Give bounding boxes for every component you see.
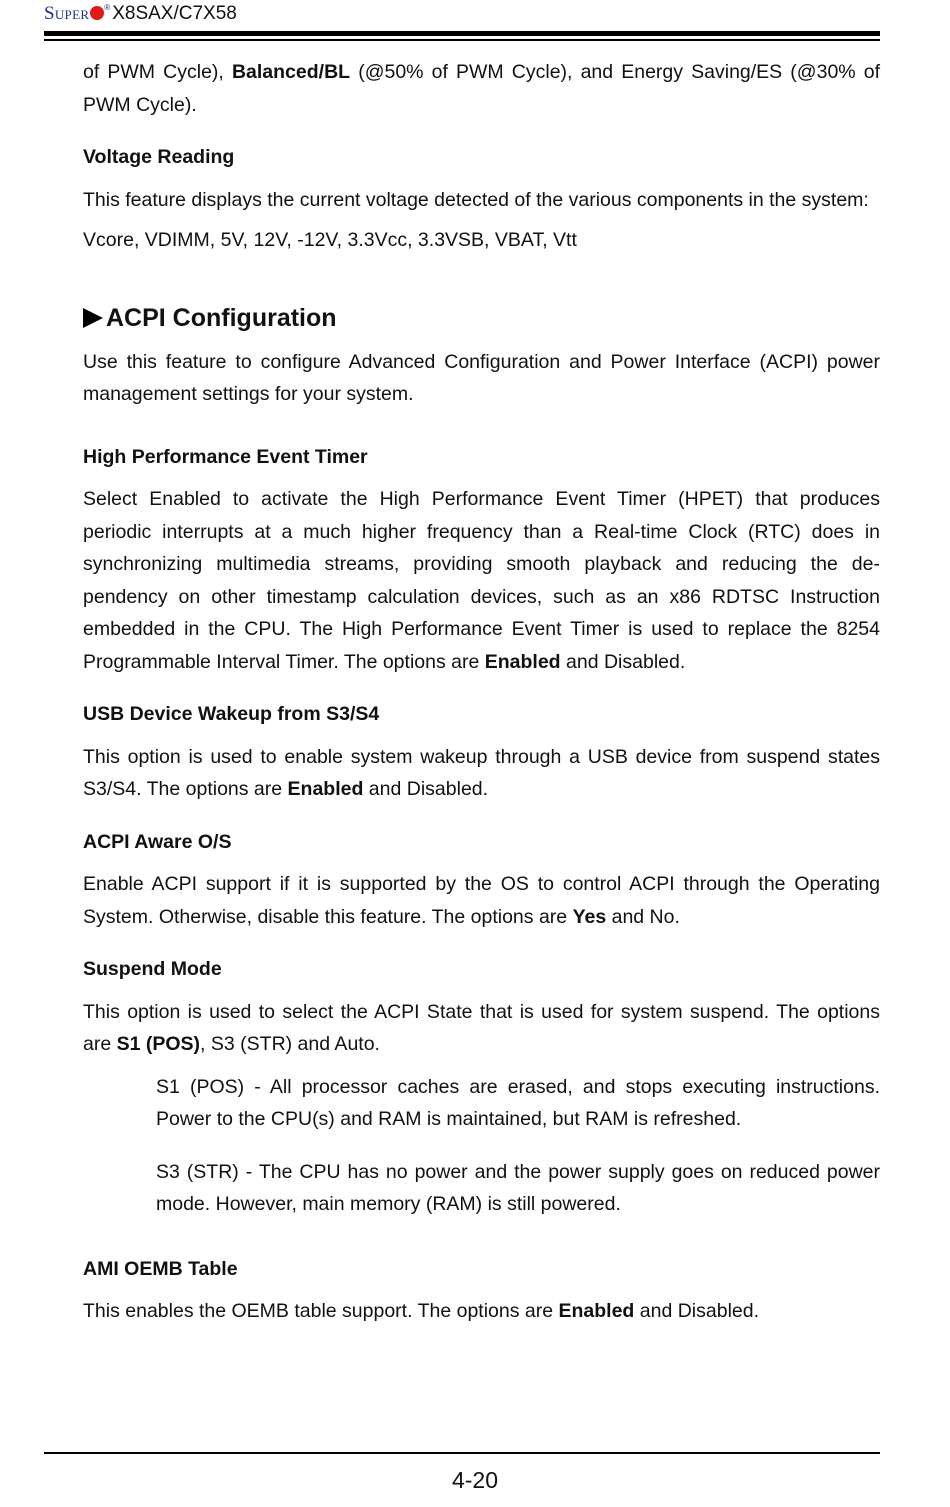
logo-red-dot-icon	[90, 6, 104, 20]
page-number: 4-20	[451, 1467, 499, 1493]
s3-str-description: S3 (STR) - The CPU has no power and the power supply goes on reduced power mode. However, main memory (RAM) is still powered.	[156, 1160, 880, 1215]
page-header	[44, 0, 880, 44]
suspend-mode-description: This option is used to select the ACPI State that is used for system suspend. The options are S1 (POS), S3 (STR) and Auto.	[83, 1000, 880, 1055]
hpet-heading: High Performance Event Timer	[83, 445, 368, 468]
acpi-aware-description: Enable ACPI support if it is supported by the OS to control ACPI through the Operating System. Otherwise, disable this feature. The options are Yes and No.	[83, 873, 880, 928]
voltage-components: Vcore, VDIMM, 5V, 12V, -12V, 3.3Vcc, 3.3VSB, VBAT, Vtt	[83, 229, 577, 251]
usb-wakeup-heading: USB Device Wakeup from S3/S4	[83, 703, 380, 725]
suspend-mode-default-option: S1 (POS)	[116, 1033, 201, 1055]
balanced-bl-label: Balanced/BL	[231, 61, 351, 83]
usb-wakeup-default-option: Enabled	[287, 778, 364, 800]
acpi-configuration-heading: ACPI Configuration	[83, 302, 880, 334]
footer-rule	[44, 1452, 880, 1454]
logo-wordmark: Super	[44, 3, 90, 24]
s1-pos-description: S1 (POS) - All processor caches are erased, and stops executing instructions. Power to the CPU(s) and RAM is maintained, but RAM is refreshed.	[156, 1075, 880, 1130]
usb-wakeup-description: This option is used to enable system wakeup through a USB device from suspend states S3/S4. The options are Enabled and Disabled.	[83, 745, 880, 800]
acpi-aware-default-option: Yes	[572, 905, 607, 928]
supermicro-logo	[44, 3, 237, 25]
header-rule-thick	[44, 31, 880, 36]
page-content	[83, 56, 880, 1328]
hpet-description: Select Enabled to activate the High Performance Event Timer (HPET) that produces periodic interrupts at a much higher frequency than a Real-time Clock (RTC) does in synchronizing multimedia streams, providing smooth playback and reducing the dependency on other timestamp calculation devices, such as an x86 RDTSC Instruction embedded in the CPU. The High Performance Event Timer is used to replace the 8254 Programmable Interval Timer. The options are Enabled and Disabled.	[83, 488, 880, 673]
acpi-configuration-description: Use this feature to configure Advanced Configuration and Power Interface (ACPI) power management settings for your system.	[83, 350, 880, 405]
hpet-default-option: Enabled	[484, 650, 561, 673]
registered-mark: ®	[104, 3, 111, 12]
acpi-aware-heading: ACPI Aware O/S	[83, 830, 232, 853]
header-rule-thin	[44, 39, 880, 41]
ami-oemb-default-option: Enabled	[558, 1300, 635, 1322]
triangle-bullet-icon	[83, 308, 103, 328]
ami-oemb-heading: AMI OEMB Table	[83, 1257, 238, 1280]
intro-paragraph: of PWM Cycle), Balanced/BL (@50% of PWM Cycle), and Energy Saving/ES (@30% of PWM Cycle).	[83, 61, 881, 116]
voltage-reading-heading: Voltage Reading	[83, 146, 235, 168]
suspend-mode-heading: Suspend Mode	[83, 958, 222, 980]
voltage-reading-description: This feature displays the current voltage detected of the various components in the system:	[83, 188, 869, 211]
model-name: X8SAX/C7X58	[112, 3, 237, 24]
ami-oemb-description: This enables the OEMB table support. The options are Enabled and Disabled.	[83, 1300, 760, 1322]
